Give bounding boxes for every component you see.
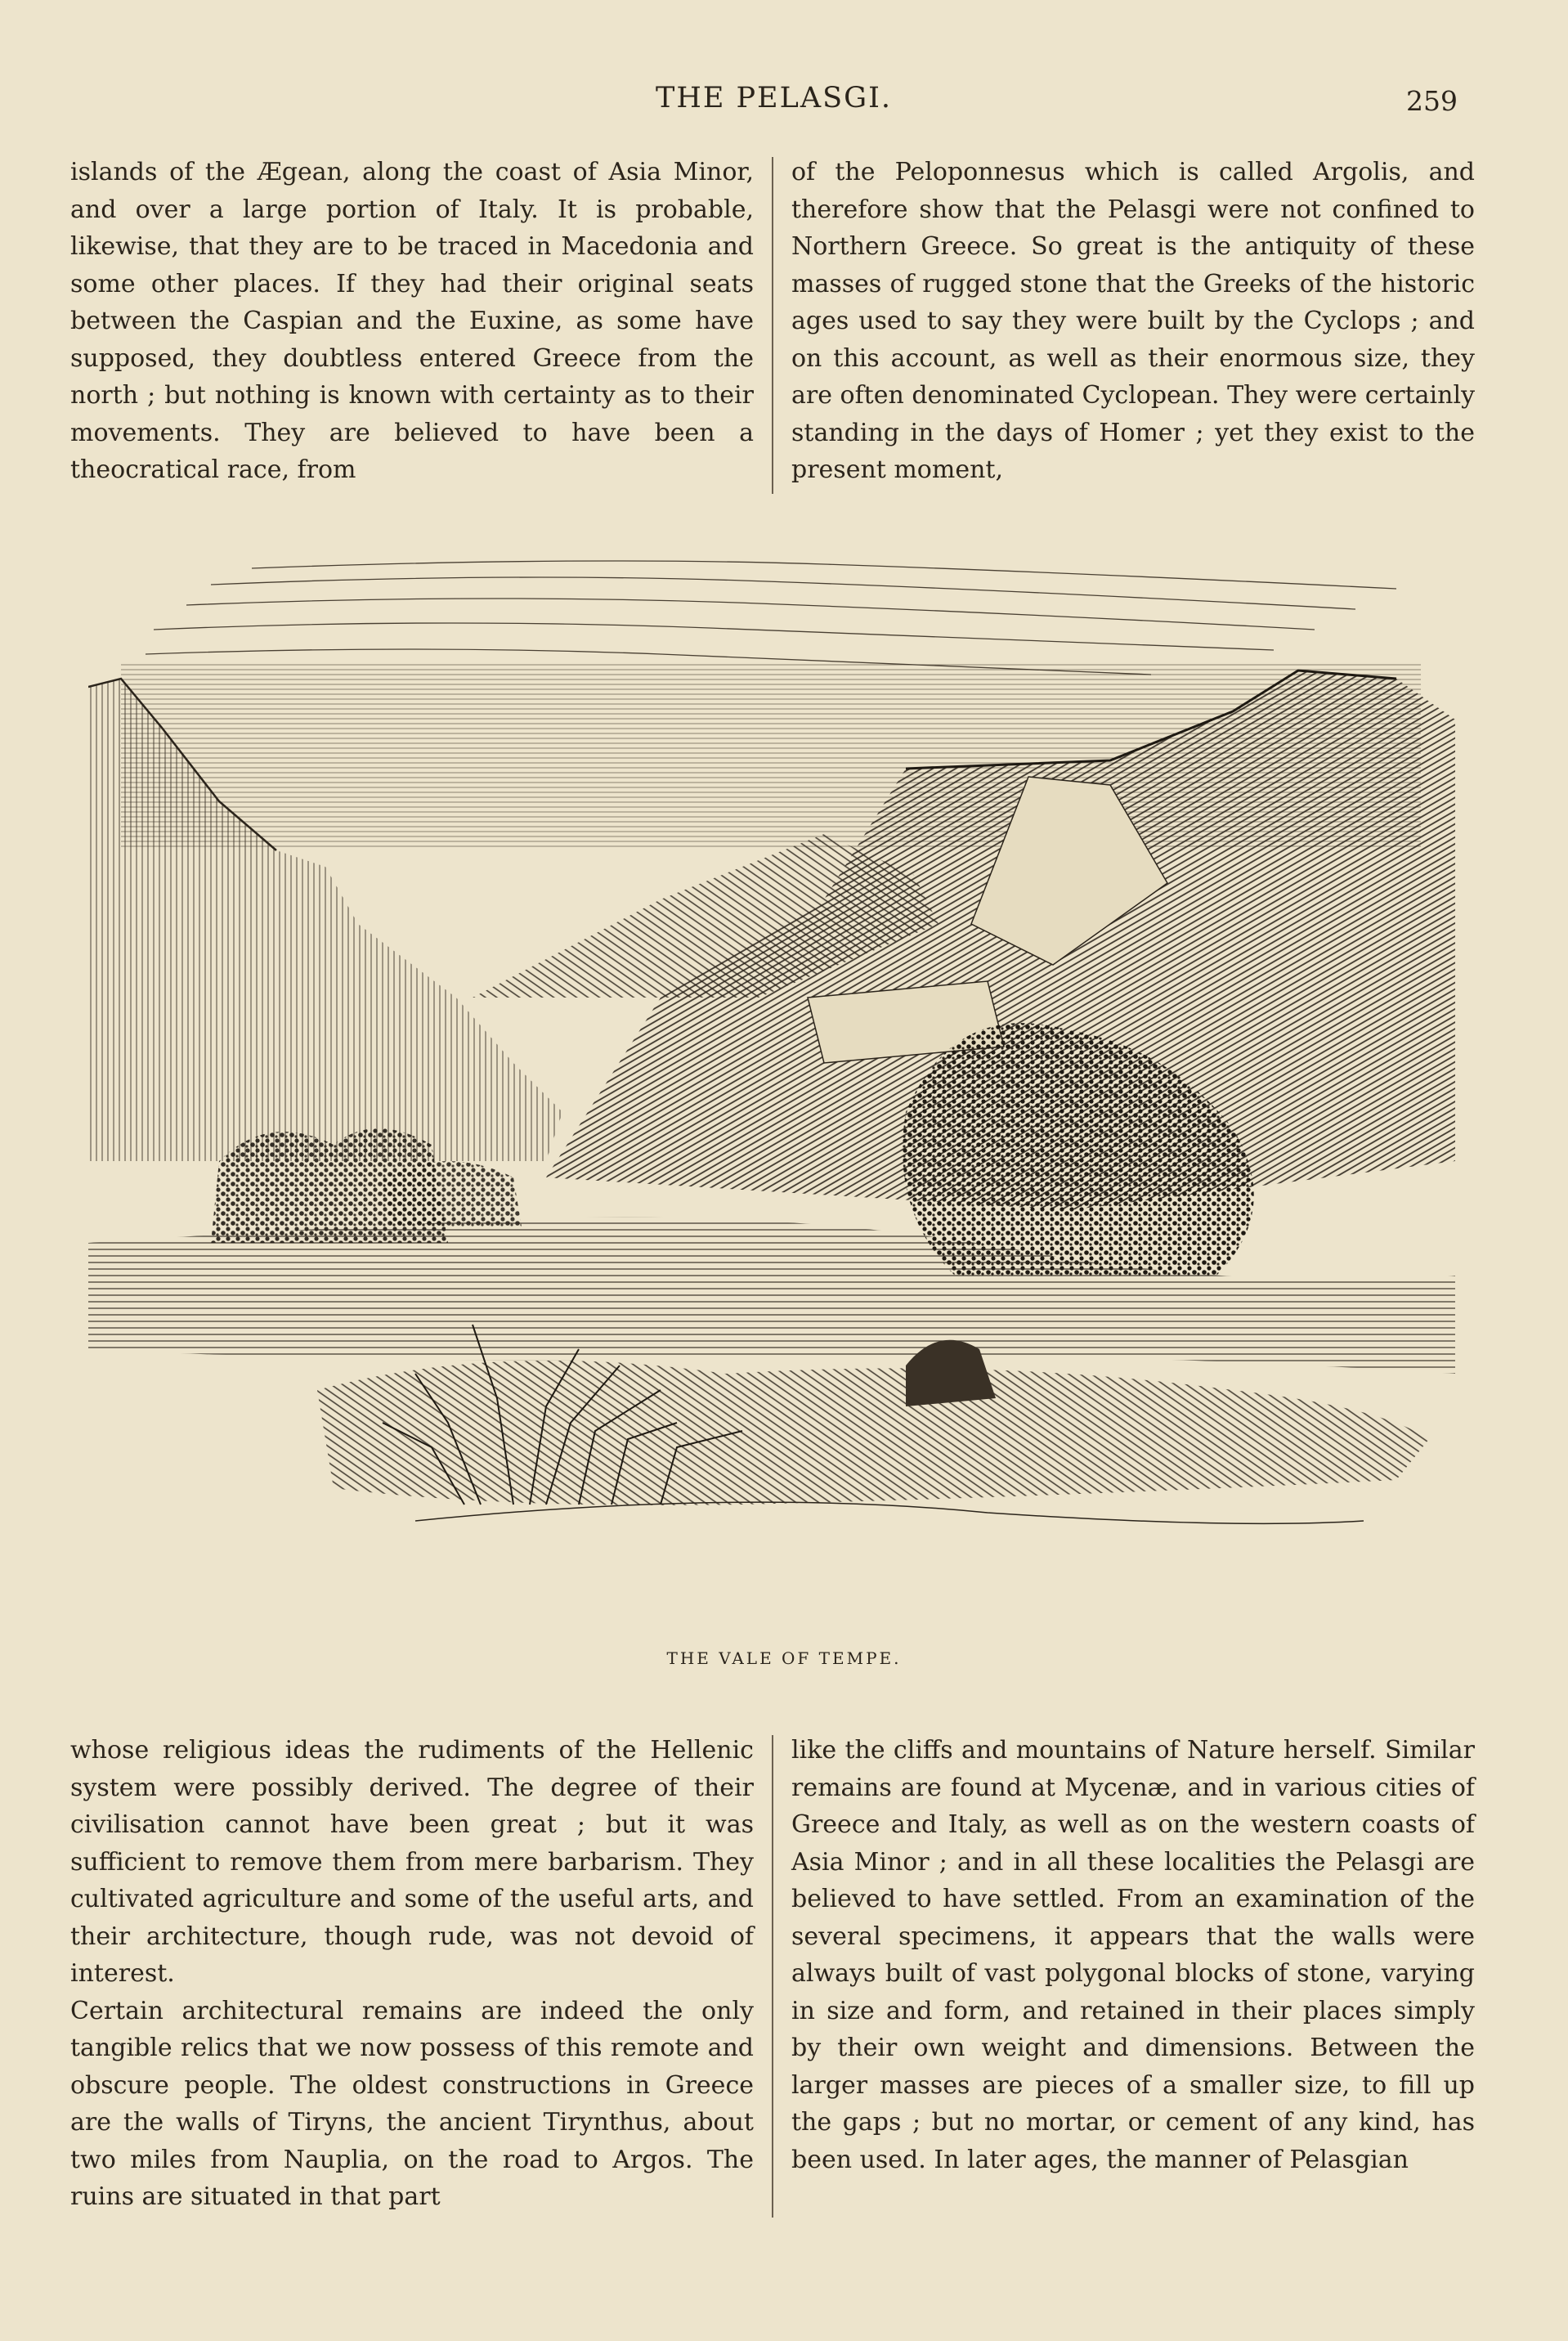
sky (146, 561, 1396, 675)
engraving-vale-of-tempe (88, 540, 1455, 1619)
paragraph: like the cliffs and mountains of Nature herself. Similar remains are found at Mycenæ, and in various cities of Greece and Italy, as well as on the western coasts of Asia Minor ; and in all these localities the Pelasgi are believed to have settled. From an examination of the several specimens, it appears that the walls were always built of vast polygonal blocks of stone, varying in size and form, and retained in their places simply by their own weight and dimensions. Between the larger masses are pieces of a smaller size, to fill up the gaps ; but no mortar, or cement of any kind, has been used. In later ages, the manner of Pelasgian (791, 1736, 1475, 2174)
shrub (383, 1161, 522, 1227)
column-top-right (791, 154, 1475, 489)
paragraph: Certain architectural remains are indeed the only tangible relics that we now possess of this remote and obscure people. The oldest constructions in Greece are the walls of Tiryns, the ancient Tirynthus, about two miles from Nauplia, on the road to Argos. The ruins are situated in that part (70, 1996, 754, 2211)
engraving-illustration (88, 540, 1455, 1619)
running-header (90, 78, 1458, 128)
column-top-left (70, 154, 754, 489)
figure-caption: THE VALE OF TEMPE. (666, 1648, 902, 1668)
running-title: THE PELASGI. (655, 82, 893, 114)
page-number: 259 (1406, 85, 1458, 117)
paragraph: islands of the Ægean, along the coast of Asia Minor, and over a large portion of Italy. It is probable, likewise, that they are to be traced in Macedonia and some other places. If they had their original seats between the Caspian and the Euxine, as some have supposed, they doubtless entered Greece from the north ; but nothing is known with certainty as to their movements. They are believed to have been a theocratical race, from (70, 158, 754, 484)
column-bottom-right (791, 1732, 1475, 2178)
paragraph: of the Peloponnesus which is called Argolis, and therefore show that the Pelasgi were not confined to Northern Greece. So great is the antiquity of these masses of rugged stone that the Greeks of the historic ages used to say they were built by the Cyclops ; and on this account, as well as their enormous size, they are often denominated Cyclopean. They were certainly standing in the days of Homer ; yet they exist to the present moment, (791, 158, 1476, 484)
ground-line (415, 1502, 1364, 1523)
foreground-bank (317, 1361, 1429, 1505)
river (88, 1218, 1455, 1374)
paragraph: whose religious ideas the rudiments of the Hellenic system were possibly derived. The degree of their civilisation cannot have been great ; but it was sufficient to remove them from mere barbarism. They cultivated agriculture and some of the useful arts, and their architecture, though rude, was not devoid of interest. (70, 1736, 754, 1988)
column-divider (772, 1735, 773, 2218)
column-divider (772, 157, 773, 494)
column-bottom-left (70, 1732, 754, 2216)
